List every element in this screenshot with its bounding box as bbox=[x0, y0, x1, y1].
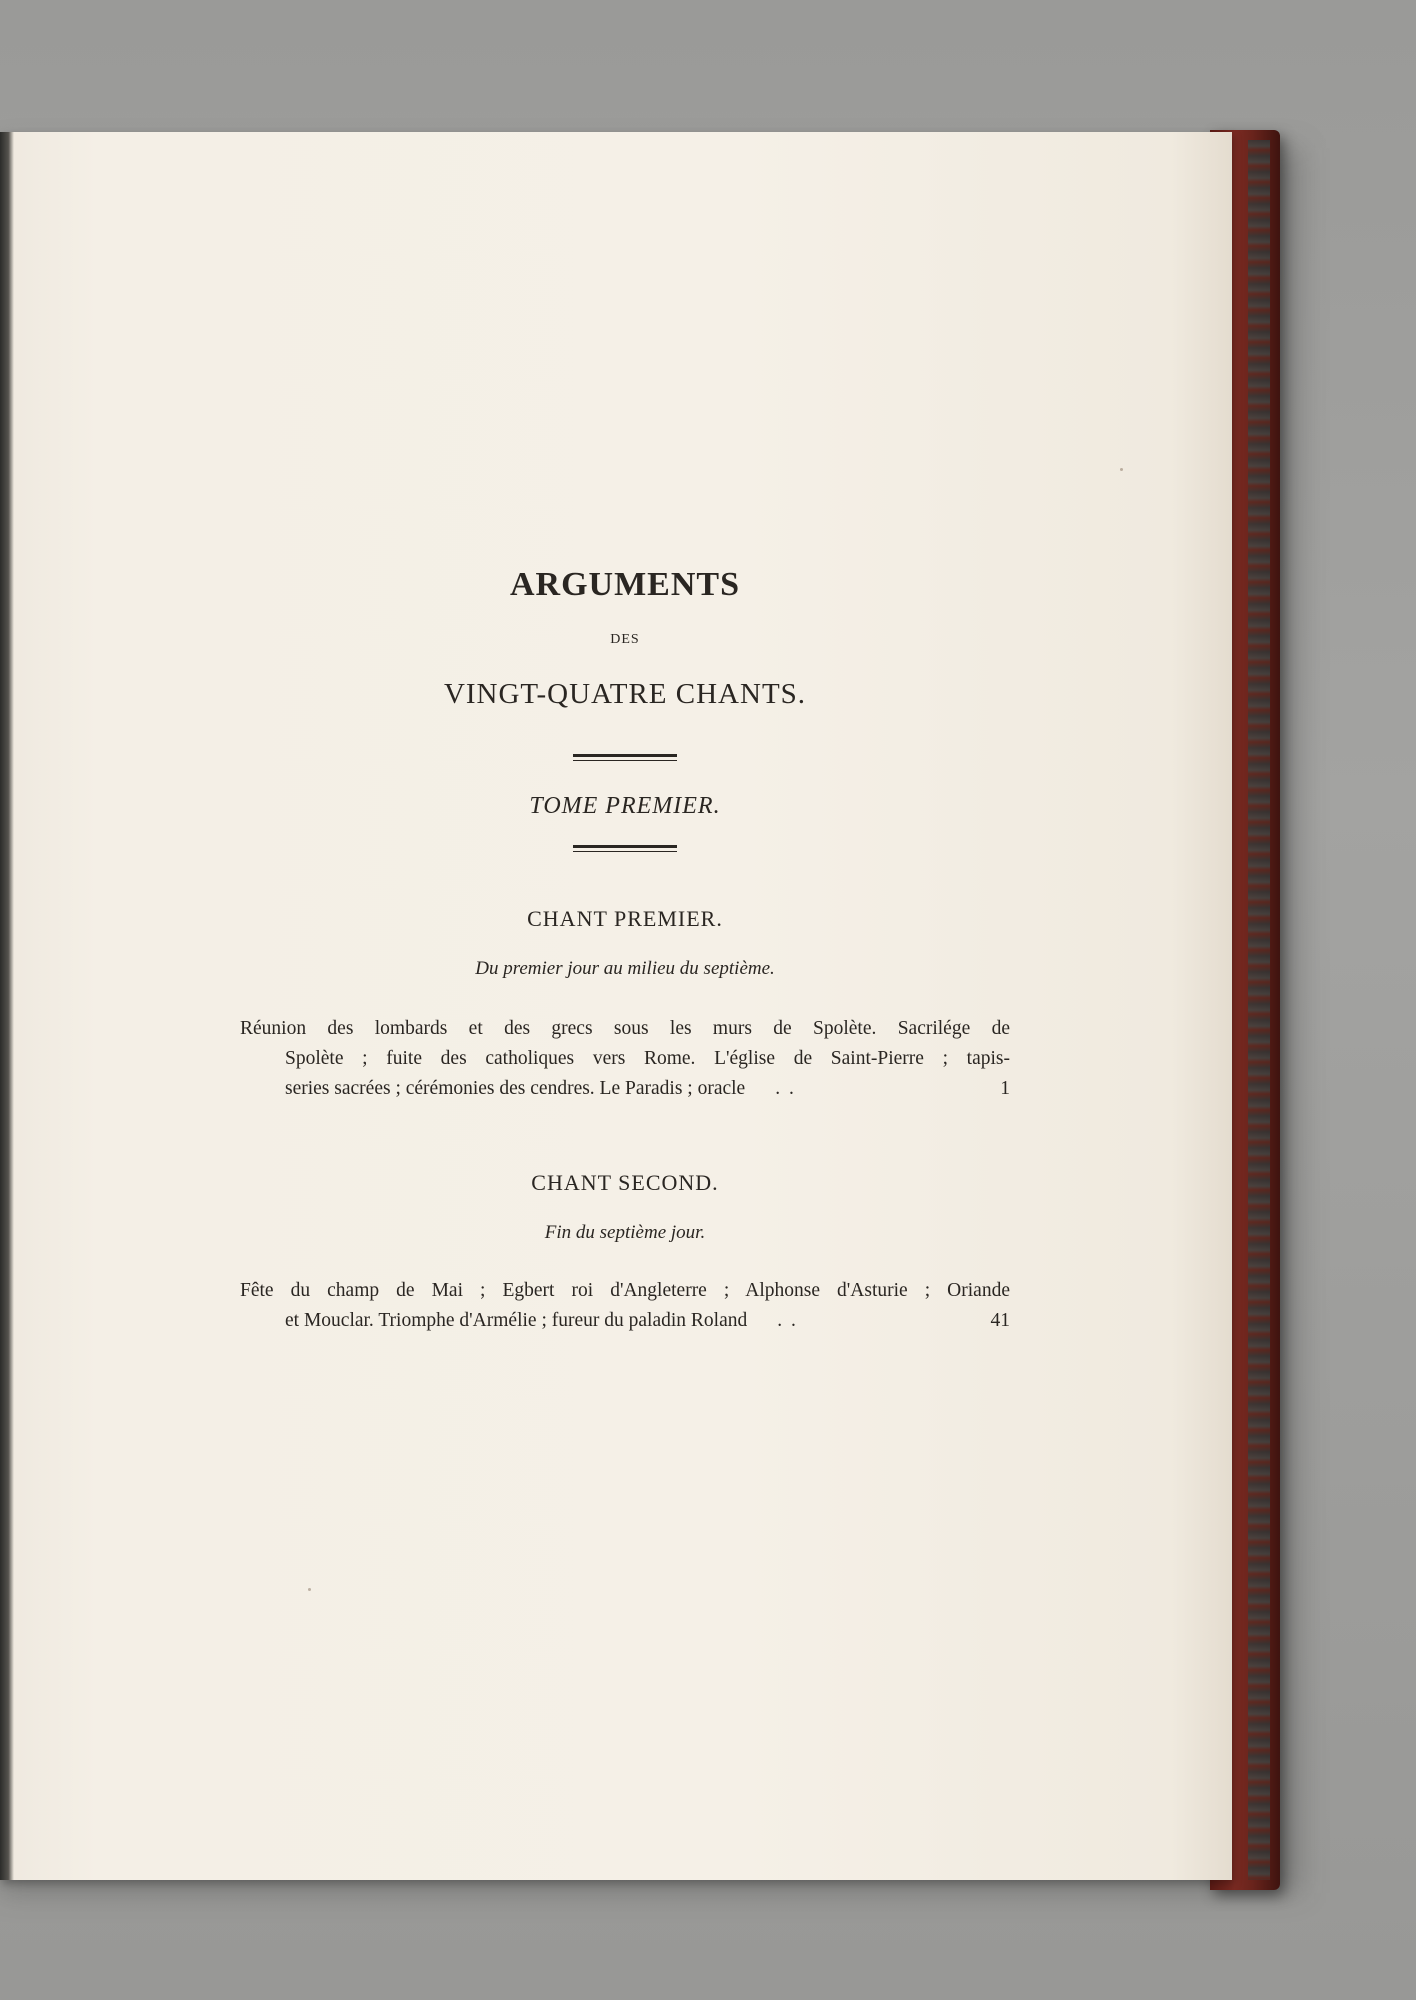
page-subtitle: VINGT-QUATRE CHANTS. bbox=[443, 678, 807, 710]
argument-text: series sacrées ; cérémonies des cendres. Le Paradis ; oracle bbox=[285, 1078, 746, 1099]
argument-line: Réunion des lombards et des grecs sous les murs de Spolète. Sacrilége de bbox=[240, 1018, 1010, 1039]
page-reference: 41 bbox=[990, 1310, 1010, 1331]
page-gutter bbox=[0, 132, 14, 1880]
argument-text: et Mouclar. Triomphe d'Armélie ; fureur du paladin Roland bbox=[285, 1310, 748, 1331]
double-rule-top bbox=[573, 754, 677, 761]
chant-subtitle: Fin du septième jour. bbox=[544, 1222, 706, 1243]
page-reference: 1 bbox=[1000, 1078, 1010, 1099]
chant-subtitle: Du premier jour au milieu du septième. bbox=[475, 958, 775, 979]
argument-line: Spolète ; fuite des catholiques vers Rome. L'église de Saint-Pierre ; tapis- bbox=[285, 1048, 1010, 1069]
chant-argument bbox=[240, 1276, 1010, 1336]
marbled-edge bbox=[1248, 140, 1270, 1880]
tome-heading: TOME PREMIER. bbox=[529, 793, 721, 819]
paper-speck bbox=[1120, 468, 1123, 471]
argument-line: Fête du champ de Mai ; Egbert roi d'Angleterre ; Alphonse d'Asturie ; Oriande bbox=[240, 1280, 1010, 1301]
page-content bbox=[240, 560, 1010, 1336]
chant-argument bbox=[240, 1014, 1010, 1104]
chant-heading: CHANT PREMIER. bbox=[527, 906, 723, 931]
paper-speck bbox=[308, 1588, 311, 1591]
title-connector: DES bbox=[610, 632, 640, 647]
page-title: ARGUMENTS bbox=[509, 566, 741, 603]
leader-dots: . . bbox=[777, 1310, 798, 1331]
argument-line-last bbox=[240, 1306, 1010, 1336]
argument-line-last bbox=[240, 1074, 1010, 1104]
leader-dots: . . bbox=[775, 1078, 796, 1099]
double-rule-bottom bbox=[573, 845, 677, 852]
chant-heading: CHANT SECOND. bbox=[531, 1170, 719, 1195]
